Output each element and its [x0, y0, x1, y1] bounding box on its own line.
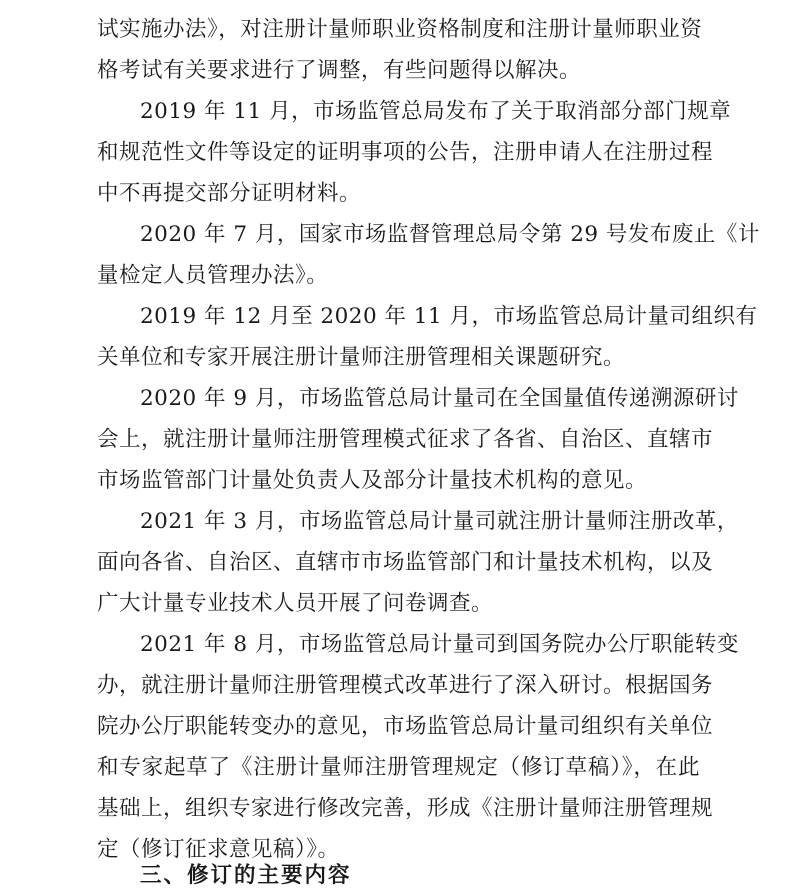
text-line: 中不再提交部分证明材料。	[97, 181, 362, 206]
text-line: 面向各省、自治区、直辖市市场监管部门和计量技术机构，以及	[97, 550, 714, 575]
text-line: 院办公厅职能转变办的意见，市场监管总局计量司组织有关单位	[97, 714, 714, 739]
text-line: 关单位和专家开展注册计量师注册管理相关课题研究。	[97, 345, 626, 370]
text-line: 2020 年 9 月，市场监管总局计量司在全国量值传递溯源研讨	[140, 386, 739, 411]
text-line: 市场监管部门计量处负责人及部分计量技术机构的意见。	[97, 468, 648, 493]
text-line: 和规范性文件等设定的证明事项的公告，注册申请人在注册过程	[97, 140, 714, 165]
text-line: 基础上，组织专家进行修改完善，形成《注册计量师注册管理规	[97, 796, 714, 821]
text-line: 广大计量专业技术人员开展了问卷调查。	[97, 591, 494, 616]
text-line: 2019 年 12 月至 2020 年 11 月，市场监管总局计量司组织有	[140, 304, 758, 329]
text-line: 办，就注册计量师注册管理模式改革进行了深入研讨。根据国务	[97, 673, 714, 698]
text-line: 会上，就注册计量师注册管理模式征求了各省、自治区、直辖市	[97, 427, 714, 452]
text-line: 量检定人员管理办法》。	[97, 263, 329, 288]
text-line: 2019 年 11 月，市场监管总局发布了关于取消部分部门规章	[140, 99, 732, 124]
text-line: 格考试有关要求进行了调整，有些问题得以解决。	[97, 58, 582, 83]
section-heading: 三、修订的主要内容	[140, 863, 352, 888]
text-line: 2021 年 8 月，市场监管总局计量司到国务院办公厅职能转变	[140, 632, 739, 657]
text-line: 2021 年 3 月，市场监管总局计量司就注册计量师注册改革，	[140, 509, 739, 534]
text-line: 和专家起草了《注册计量师注册管理规定（修订草稿）》，在此	[97, 755, 700, 780]
text-line: 2020 年 7 月，国家市场监督管理总局令第 29 号发布废止《计	[140, 222, 760, 247]
text-line: 试实施办法》，对注册计量师职业资格制度和注册计量师职业资	[97, 17, 703, 42]
text-line: 定（修订征求意见稿）》。	[97, 837, 340, 862]
